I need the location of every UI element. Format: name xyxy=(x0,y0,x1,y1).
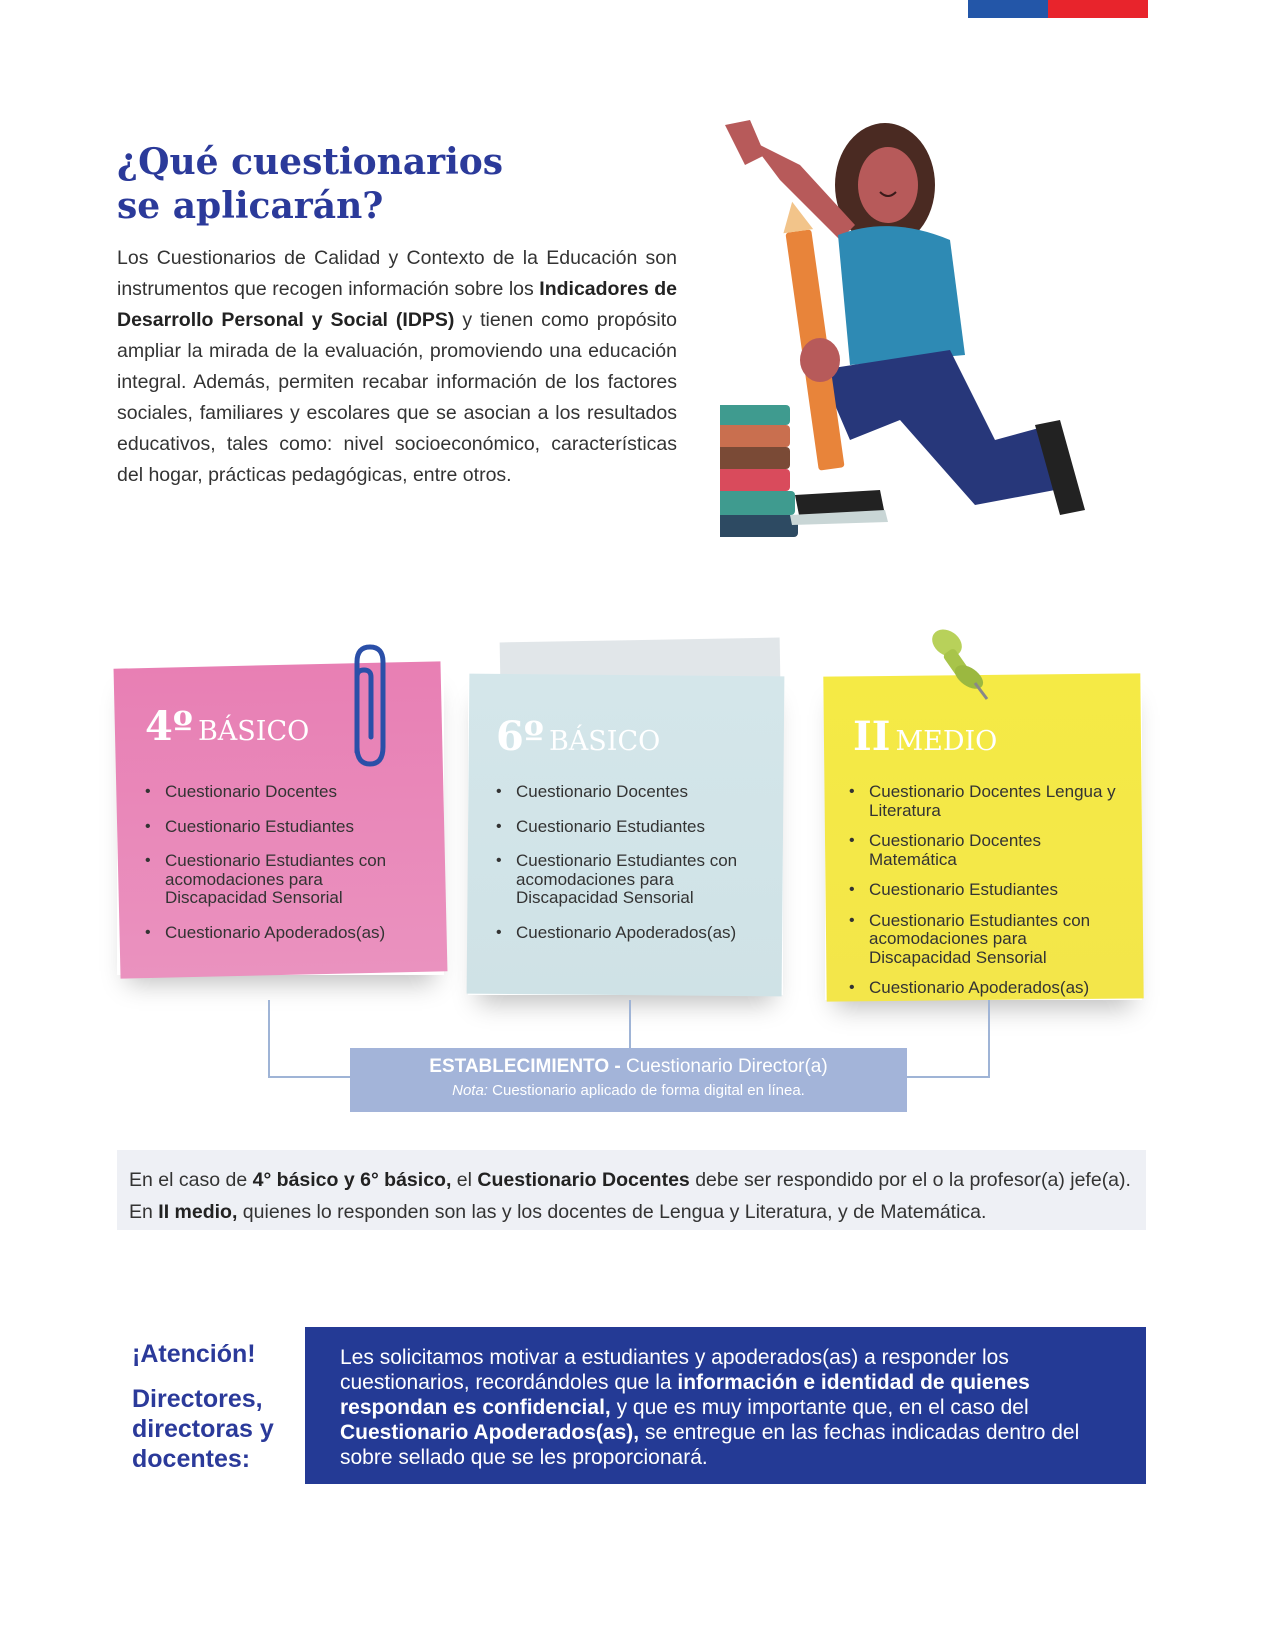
info-text: debe ser respondido por el o la profesor(a) jefe(a). En xyxy=(129,1169,1131,1223)
flag-red-segment xyxy=(1048,0,1148,18)
list-item: • Cuestionario Docentes xyxy=(143,783,423,802)
note-6-basico-title xyxy=(496,713,660,760)
note-4-basico-title xyxy=(145,703,309,750)
info-bold: 4° básico y 6° básico, xyxy=(252,1169,452,1191)
establishment-title xyxy=(350,1056,907,1078)
note-ii-medio-list xyxy=(847,783,1127,1010)
establishment-box xyxy=(350,1048,907,1112)
grade-number: II xyxy=(853,713,891,760)
list-item: • Cuestionario Docentes xyxy=(494,783,774,802)
list-item: • Cuestionario Estudiantes con acomodaciones para Discapacidad Sensorial xyxy=(847,912,1127,968)
list-item: • Cuestionario Estudiantes xyxy=(143,818,423,837)
establishment-label: ESTABLECIMIENTO - xyxy=(429,1056,621,1077)
paperclip-icon xyxy=(345,642,395,772)
list-item: • Cuestionario Apoderados(as) xyxy=(847,979,1127,998)
list-item: • Cuestionario Apoderados(as) xyxy=(494,924,774,943)
list-item: • Cuestionario Apoderados(as) xyxy=(143,924,423,943)
flag-blue-segment xyxy=(968,0,1048,18)
girl-with-pencil-illustration xyxy=(720,120,1140,550)
attention-subtitle: Directores, directoras y docentes: xyxy=(132,1385,274,1473)
attention-bold: Cuestionario Apoderados(as), xyxy=(340,1421,640,1444)
establishment-questionnaire: Cuestionario Director(a) xyxy=(620,1056,828,1077)
list-item: • Cuestionario Estudiantes con acomodaciones para Discapacidad Sensorial xyxy=(494,852,774,908)
attention-message-box xyxy=(305,1327,1146,1484)
list-item: • Cuestionario Estudiantes xyxy=(847,881,1127,900)
note-label: Nota: xyxy=(452,1082,488,1099)
grade-level: BÁSICO xyxy=(548,726,661,757)
list-item: • Cuestionario Estudiantes xyxy=(494,818,774,837)
list-item: • Cuestionario Estudiantes con acomodaciones para Discapacidad Sensorial xyxy=(143,852,423,908)
establishment-note xyxy=(350,1082,907,1099)
info-bold: II medio, xyxy=(158,1201,238,1223)
list-item: • Cuestionario Docentes Matemática xyxy=(847,832,1127,869)
intro-text-2: y tienen como propósito ampliar la mirada de la evaluación, promoviendo una educación integral. Además, permiten recabar información de los factores sociales, familiares y escolares que se asocian a los resultados educativos, tales como: nivel socioeconómico, características del hogar, prácticas pedagógicas, entre otros. xyxy=(117,309,677,486)
info-bold: Cuestionario Docentes xyxy=(477,1169,690,1191)
pushpin-icon xyxy=(925,625,995,705)
connector-mid-line xyxy=(629,1000,631,1048)
grade-level: MEDIO xyxy=(895,726,998,757)
note-6-basico-list xyxy=(494,783,774,958)
info-box xyxy=(117,1150,1146,1230)
info-text: el xyxy=(451,1169,478,1191)
page-title-line1: ¿Qué cuestionarios xyxy=(117,141,504,183)
attention-bold: información e identidad de quienes respondan es confidencial, xyxy=(340,1371,1030,1419)
attention-text: se entregue en las fechas indicadas dentro del sobre sellado que se les proporcionará. xyxy=(340,1421,1080,1469)
note-ii-medio-title xyxy=(853,713,997,760)
list-item: • Cuestionario Docentes Lengua y Literatura xyxy=(847,783,1127,820)
attention-text: y que es muy importante que, en el caso del xyxy=(610,1396,1029,1419)
note-4-basico-list xyxy=(143,783,423,958)
attention-title: ¡Atención! xyxy=(132,1340,256,1368)
grade-level: BÁSICO xyxy=(197,716,310,747)
note-text: Cuestionario aplicado de forma digital en línea. xyxy=(487,1082,805,1099)
note-ii-medio xyxy=(825,675,1142,1000)
header-flag-bar xyxy=(968,0,1148,18)
book-stack-icon xyxy=(720,405,798,537)
intro-text-1: Los Cuestionarios de Calidad y Contexto de la Educación son instrumentos que recogen información sobre los xyxy=(117,247,677,300)
info-text: quienes lo responden son las y los docentes de Lengua y Literatura, y de Matemática. xyxy=(237,1201,987,1223)
intro-bold: Indicadores de Desarrollo Personal y Social (IDPS) xyxy=(117,278,678,331)
grade-number: 6º xyxy=(496,713,544,760)
attention-heading xyxy=(132,1338,307,1474)
grade-number: 4º xyxy=(145,703,193,750)
note-6-basico xyxy=(468,675,783,995)
info-text: En el caso de xyxy=(129,1169,253,1191)
intro-paragraph xyxy=(117,243,677,491)
page-title xyxy=(117,140,677,228)
page-title-line2: se aplicarán? xyxy=(117,185,384,227)
attention-text: Les solicitamos motivar a estudiantes y apoderados(as) a responder los cuestionarios, recordándoles que la xyxy=(340,1346,1009,1394)
